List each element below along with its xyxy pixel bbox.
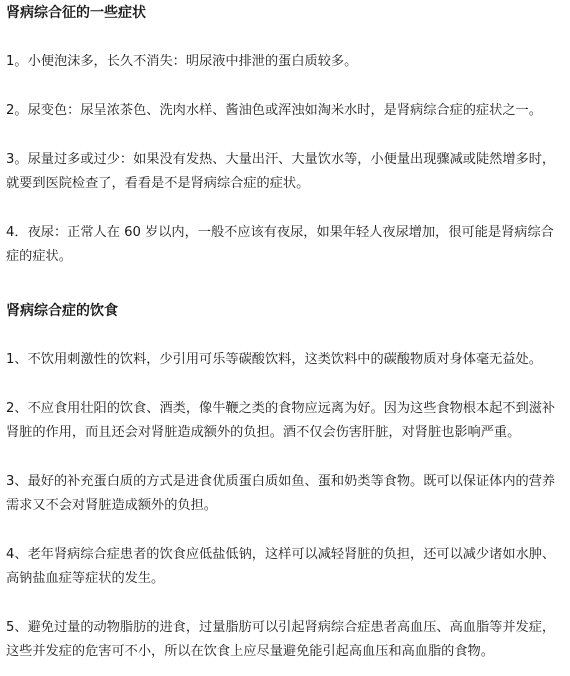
section-title-symptoms: 肾病综合征的一些症状 [6,5,146,21]
diet-paragraph: 1、不饮用刺激性的饮料，少引用可乐等碳酸饮料，这类饮料中的碳酸物质对身体毫无益处。 [6,352,542,367]
symptom-paragraph: 4．夜尿：正常人在 60 岁以内，一般不应该有夜尿，如果年轻人夜尿增加，很可能是肾病综合症的症状。 [6,225,554,264]
diet-paragraph: 4、老年肾病综合症患者的饮食应低盐低钠，这样可以减轻肾脏的负担，还可以减少诸如水肿、高钠盐血症等症状的发生。 [6,547,556,586]
diet-paragraph: 5、避免过量的动物脂肪的进食，过量脂肪可以引起肾病综合症患者高血压、高血脂等并发症，这些并发症的危害可不小，所以在饮食上应尽量避免能引起高血压和高血脂的食物。 [6,620,556,659]
symptom-paragraph: 2。尿变色：尿呈浓茶色、洗肉水样、酱油色或浑浊如淘米水时，是肾病综合症的症状之一。 [6,103,542,118]
symptom-paragraph: 3。尿量过多或过少：如果没有发热、大量出汗、大量饮水等，小便量出现骤减或陡然增多时，就要到医院检查了，看看是不是肾病综合症的症状。 [6,152,556,191]
symptom-paragraph: 1。小便泡沫多，长久不消失：明尿液中排泄的蛋白质较多。 [6,54,358,69]
section-title-diet: 肾病综合症的饮食 [6,303,118,319]
diet-paragraph: 3、最好的补充蛋白质的方式是进食优质蛋白质如鱼、蛋和奶类等食物。既可以保证体内的营养需求又不会对肾脏造成额外的负担。 [6,474,556,513]
diet-paragraph: 2、不应食用壮阳的饮食、酒类，像牛鞭之类的食物应远离为好。因为这些食物根本起不到滋补肾脏的作用，而且还会对肾脏造成额外的负担。酒不仅会伤害肝脏，对肾脏也影响严重。 [6,401,556,440]
